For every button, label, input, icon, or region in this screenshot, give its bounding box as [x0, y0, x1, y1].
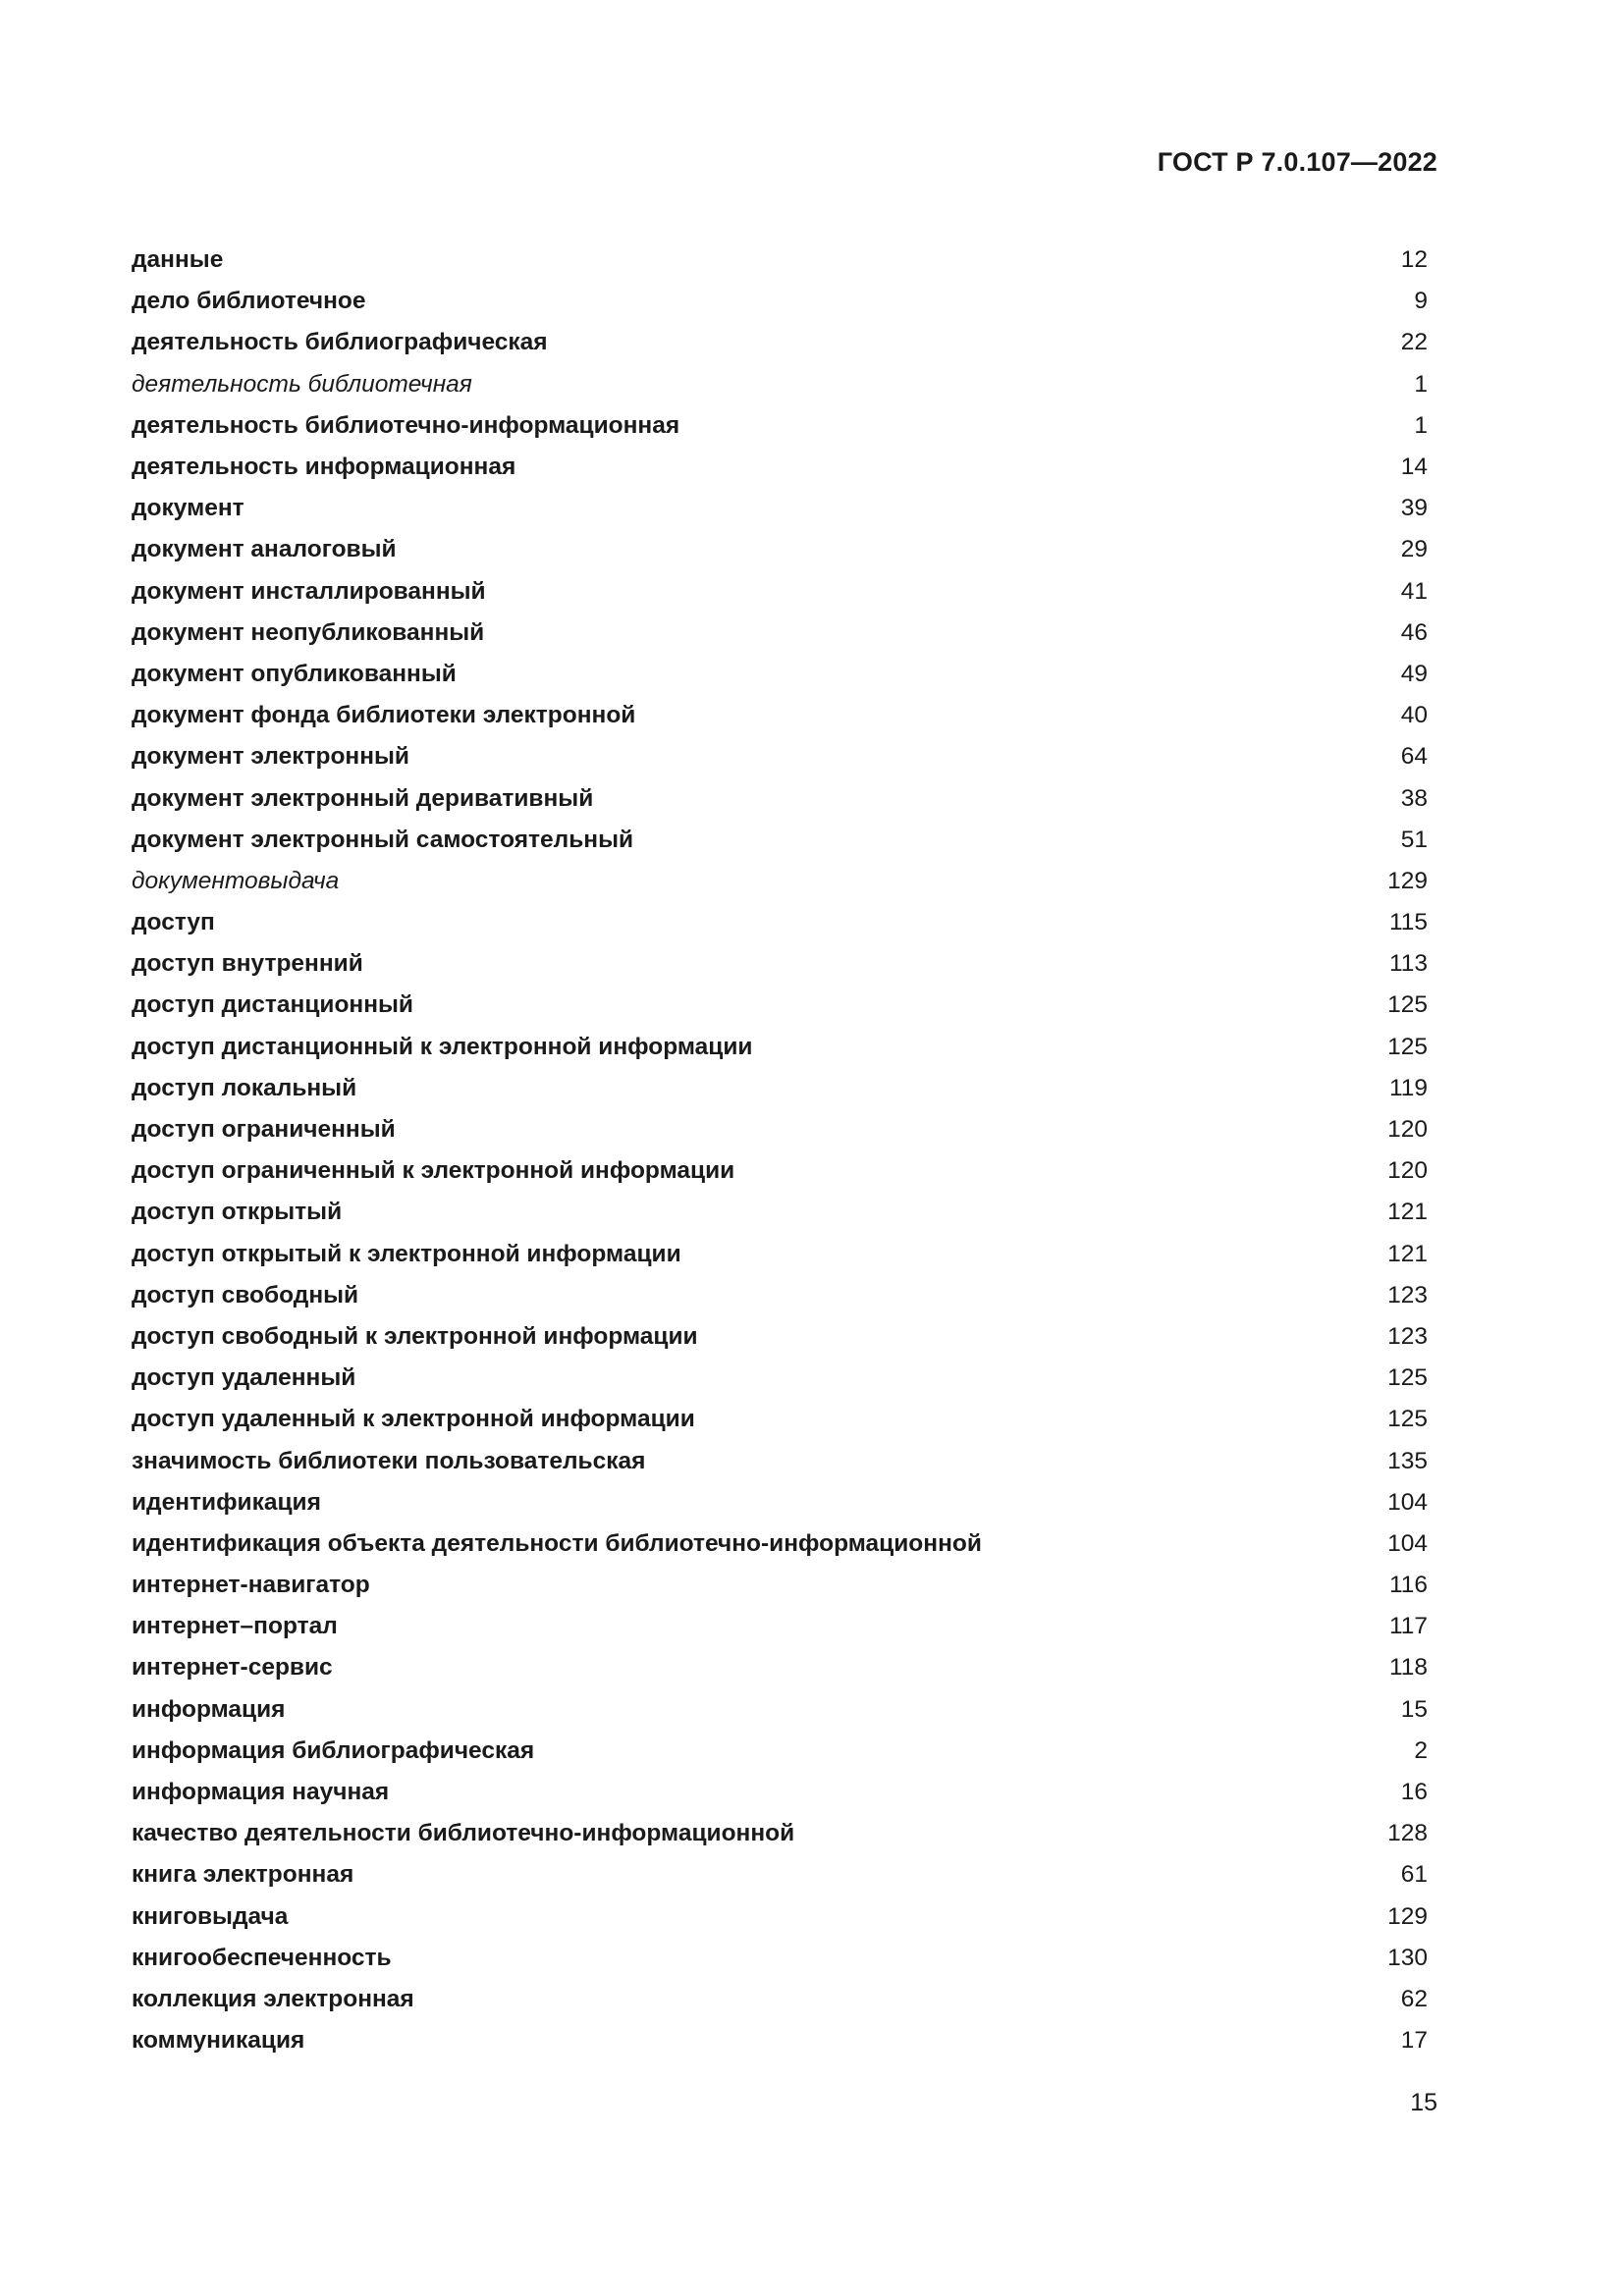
index-term-number: 129 — [1387, 867, 1428, 894]
index-term-number: 39 — [1400, 495, 1428, 522]
index-entry — [132, 1565, 1428, 1606]
index-entry — [132, 1606, 1428, 1647]
index-term: документ аналоговый — [132, 536, 397, 563]
index-term-number: 49 — [1400, 660, 1428, 687]
index-entry — [132, 1896, 1428, 1938]
index-term: идентификация — [132, 1488, 321, 1516]
index-term: информация библиографическая — [132, 1736, 535, 1764]
index-entry — [132, 447, 1428, 488]
index-term-number: 125 — [1387, 1033, 1428, 1060]
index-term: документ электронный самостоятельный — [132, 826, 634, 853]
index-term: информация — [132, 1695, 286, 1723]
index-term: коллекция электронная — [132, 1985, 414, 2012]
index-term-number: 12 — [1400, 246, 1428, 274]
index-term: интернет-навигатор — [132, 1572, 370, 1599]
index-term: значимость библиотеки пользовательская — [132, 1447, 646, 1474]
index-term-number: 121 — [1387, 1199, 1428, 1226]
index-entry — [132, 1731, 1428, 1772]
index-term: качество деятельности библиотечно-информационной — [132, 1820, 795, 1847]
index-term-number: 121 — [1387, 1240, 1428, 1267]
index-entry — [132, 322, 1428, 363]
index-term-number: 46 — [1400, 618, 1428, 646]
index-term-number: 64 — [1400, 743, 1428, 771]
index-term-number: 15 — [1400, 1695, 1428, 1723]
index-term-number: 120 — [1387, 1116, 1428, 1144]
index-term: доступ — [132, 909, 215, 936]
index-entry — [132, 364, 1428, 405]
index-term: деятельность информационная — [132, 454, 516, 481]
index-term: документ неопубликованный — [132, 618, 485, 646]
index-entry — [132, 240, 1428, 281]
index-term-number: 125 — [1387, 1364, 1428, 1392]
index-term-number: 104 — [1387, 1529, 1428, 1557]
index-term-number: 40 — [1400, 702, 1428, 729]
index-term: доступ удаленный — [132, 1364, 356, 1392]
index-term-number: 16 — [1400, 1779, 1428, 1806]
index-term: интернет–портал — [132, 1613, 338, 1640]
index-entry — [132, 1027, 1428, 1068]
index-entry — [132, 985, 1428, 1026]
index-term: коммуникация — [132, 2027, 305, 2055]
index-term: документ — [132, 495, 244, 522]
index-term-number: 116 — [1388, 1572, 1428, 1599]
index-entry — [132, 1482, 1428, 1523]
index-term: доступ локальный — [132, 1074, 357, 1101]
index-entry — [132, 861, 1428, 902]
index-entry — [132, 1772, 1428, 1813]
index-term: доступ дистанционный к электронной информации — [132, 1033, 753, 1060]
index-term-number: 17 — [1400, 2027, 1428, 2055]
index-term-number: 118 — [1388, 1654, 1428, 1682]
document-code-header: ГОСТ Р 7.0.107—2022 — [1157, 147, 1437, 177]
index-term-number: 1 — [1414, 411, 1428, 439]
index-entry — [132, 2020, 1428, 2061]
index-entry — [132, 1523, 1428, 1565]
index-term: доступ свободный к электронной информации — [132, 1322, 698, 1350]
index-term-number: 2 — [1414, 1736, 1428, 1764]
index-term: книгообеспеченность — [132, 1944, 392, 1971]
index-term: документовыдача — [132, 867, 340, 894]
index-term: книговыдача — [132, 1902, 289, 1930]
index-entry — [132, 943, 1428, 985]
index-term: доступ свободный — [132, 1281, 359, 1308]
index-term-number: 29 — [1400, 536, 1428, 563]
index-term-number: 38 — [1400, 784, 1428, 812]
index-term: дело библиотечное — [132, 288, 366, 315]
index-term-number: 129 — [1387, 1902, 1428, 1930]
index-term: доступ ограниченный — [132, 1116, 396, 1144]
index-term: идентификация объекта деятельности библиотечно-информационной — [132, 1529, 982, 1557]
index-term: документ фонда библиотеки электронной — [132, 702, 636, 729]
index-entry — [132, 777, 1428, 819]
index-term-number: 117 — [1388, 1613, 1428, 1640]
index-entry — [132, 1358, 1428, 1399]
index-term: деятельность библиографическая — [132, 329, 548, 356]
index-term: доступ открытый — [132, 1199, 343, 1226]
index-entry — [132, 571, 1428, 613]
index-term: интернет-сервис — [132, 1654, 333, 1682]
index-entry — [132, 1150, 1428, 1192]
index-entry — [132, 1109, 1428, 1150]
index-entry — [132, 1854, 1428, 1896]
index-term: доступ дистанционный — [132, 991, 413, 1019]
index-entry — [132, 1234, 1428, 1275]
index-entry — [132, 654, 1428, 695]
index-term-number: 104 — [1387, 1488, 1428, 1516]
index-entry — [132, 281, 1428, 322]
index-term-number: 115 — [1388, 909, 1428, 936]
index-term-number: 14 — [1400, 454, 1428, 481]
index-entry — [132, 1192, 1428, 1233]
index-entry — [132, 405, 1428, 447]
index-entry — [132, 1689, 1428, 1731]
index-entry — [132, 1647, 1428, 1688]
index-term-number: 61 — [1400, 1861, 1428, 1889]
index-term-number: 119 — [1388, 1074, 1428, 1101]
index-entry — [132, 1275, 1428, 1316]
index-term-number: 128 — [1387, 1820, 1428, 1847]
index-term-number: 62 — [1400, 1985, 1428, 2012]
index-term: книга электронная — [132, 1861, 354, 1889]
index-term: доступ удаленный к электронной информации — [132, 1406, 695, 1433]
index-term-number: 41 — [1400, 577, 1428, 605]
index-term: деятельность библиотечно-информационная — [132, 411, 680, 439]
index-term-number: 120 — [1387, 1157, 1428, 1185]
index-entry — [132, 1399, 1428, 1440]
index-term: данные — [132, 246, 224, 274]
index-term-number: 135 — [1387, 1447, 1428, 1474]
index-entry — [132, 902, 1428, 943]
index-term-number: 51 — [1400, 826, 1428, 853]
index-term-number: 125 — [1387, 1406, 1428, 1433]
index-entry — [132, 529, 1428, 570]
index-term: доступ открытый к электронной информации — [132, 1240, 681, 1267]
index-entry — [132, 1068, 1428, 1109]
index-term-number: 113 — [1388, 950, 1428, 978]
index-entry — [132, 1938, 1428, 1979]
index-term: документ электронный — [132, 743, 409, 771]
index-entry — [132, 613, 1428, 654]
index-term-number: 22 — [1400, 329, 1428, 356]
index-term: документ инсталлированный — [132, 577, 486, 605]
index-term-number: 130 — [1387, 1944, 1428, 1971]
index-entry — [132, 1979, 1428, 2020]
page-number: 15 — [1410, 2089, 1437, 2116]
index-entry — [132, 1440, 1428, 1481]
index-term: информация научная — [132, 1779, 390, 1806]
index-term-number: 123 — [1387, 1281, 1428, 1308]
index-term: документ электронный деривативный — [132, 784, 594, 812]
index-entry — [132, 736, 1428, 777]
index-term-number: 9 — [1414, 288, 1428, 315]
index-entry — [132, 488, 1428, 529]
index-term: доступ ограниченный к электронной информации — [132, 1157, 735, 1185]
index-term: документ опубликованный — [132, 660, 457, 687]
alphabetical-term-index — [132, 240, 1428, 2061]
index-entry — [132, 1813, 1428, 1854]
index-entry — [132, 1316, 1428, 1358]
index-term-number: 123 — [1387, 1322, 1428, 1350]
index-entry — [132, 695, 1428, 736]
index-term-number: 125 — [1387, 991, 1428, 1019]
index-term: доступ внутренний — [132, 950, 363, 978]
index-term-number: 1 — [1414, 370, 1428, 398]
index-term: деятельность библиотечная — [132, 370, 472, 398]
index-entry — [132, 820, 1428, 861]
